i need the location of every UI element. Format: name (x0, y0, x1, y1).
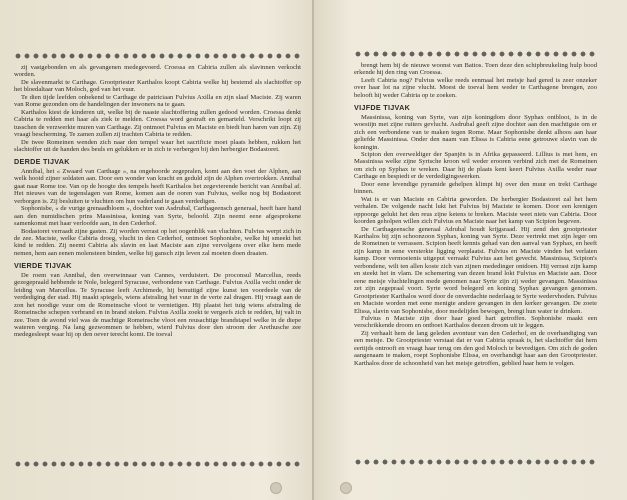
bottom-ornament-border (14, 460, 301, 468)
paragraph: Bodastoret verraadt zijne gasten. Zij worden verrast op het oogenblik van vluchten. Fulvius werpt zich in de zee. Maciste, welke Cabiria droeg, vlucht in den Cederhof, ontmoet Sophonisbe, welke hij smeekt het kind te redden. Zij neemt Cabiria als slavin en laat Maciste aan zijne vervolgens over elke hem mede nemen, hem aan eenen molensteen binden, welke hij gansch zijn leven zal moeten doen draaien. (14, 227, 301, 257)
paragraph: Annibal, het « Zwaard van Carthage », na ongehoorde zegepralen, komt aan den voet der Alphen, aan welk hooid zijner soldaten aan. Door een wonder van kracht en geduld zijn de Alphen overtrokken. Annibal gaat naar Rome toe. Van op de hoogte des tempels heeft Karthalos het zegevierende bericht van Annibal af. Het nieuws van de tegenslagen van Rome, komen aan de ooren van Fulvius, welke nog bij Bodastoret verborgen is. Zij besluiten te vluchten om hun vaderland te gaan verdedigen. (14, 167, 301, 205)
left-page (0, 0, 313, 500)
paragraph: Scipion den overweldiger der Spanjën is in Afrika gepasseerd. Lillius is met hem, en Massinissa welke zijne Syrtsche kroon wil weder erooren verbind zich met de Romeinen om zich op Syphax te wreken. Daar hij de plaats kent keert Fulvius Axilla weder naar Carthage en bespiedt er de verdedigingswerken. (354, 150, 597, 181)
right-page (314, 0, 627, 500)
paragraph: Door eene levendige pyramide gehelpen klimpt hij over den muur en trekt Carthage binnen. (354, 180, 597, 196)
paragraph: Sophonisbe, « de vurige grenaadbloem », dochter van Asdrubal, Carthageensch generaal, heeft hare hand aan den numidischen prins Massinissa, koning van Syrte, beloofd. Zijn neemt eene afgesprokene samenkomst met haar verloofde aan, in den Cederhof. (14, 205, 301, 228)
bottom-ornament-border (354, 458, 597, 466)
paragraph: De roem van Annibal, den overwinnaar van Cannes, verduistert. De proconsul Marcellus, reeds gezegepraald hebbende te Nole, belegerd Syracuse, verbondene van Carthage. Fulvius Axilla vecht onder de leiding van Marcellus. Te Syracuse leeft Archimede, hij benuttigd zijne kunst ten voordeele van de verdediging der stad. Hij maakt spiegels, wiens afstraling het vuur in de verte zal dragen. Hij vraagt aan de zon het noodige vuur om de Romeinsche vloot te vernietigen. Hij plaatst het tuig wiens afstraling de Romeinsche schepen verbrand en in brand steken. Fulvius Axilla zoekt te vergeefs zich te redden, hij valt in zee. Toen de avond viel was de machtige Romeinsche vloot een reusachtige brandstapel welke in de diepe wateren verging. Na lang gezwommen te hebben, wierd Fulvius door den stroom der Arethusche zee medegesleept waar hij op den oever terecht komt. De toeval (14, 271, 301, 339)
paragraph: Leeft Cabiria nog? Fulvius welke reeds eenmaal het meisje had gered is zeer onzeker over haar lot na zijne vlucht. Moest de toeval hem weder te Carthagene brengen, zoo belooft hij weder Cabiria op te zoeken. (354, 76, 597, 99)
top-ornament-border (14, 52, 301, 60)
binding-hole (340, 482, 352, 494)
section-heading-vijfde: VIJFDE TIJVAK (354, 103, 411, 113)
top-ornament-border (354, 50, 597, 58)
section-heading-vierde: VIERDE TIJVAK (14, 261, 72, 271)
binding-hole (270, 482, 282, 494)
paragraph: Karthalos kiest de kinderen uit, welke bij de naaste slachtoffering zullen gedood worden. Croessa denkt Cabiria te redden met haar als ziek te melden. Croessa word gestraft en gemarteld. Verschrikt loopt zij tusschen de verzwerkte muren van Carthage. Zij ontmoet Fulvius en Maciste en biedt hun haren van zijn. Zij vraagt bescherming. Te zamen zullen zij trachten Cabiria te redden. (14, 108, 301, 139)
right-page-text (354, 62, 597, 367)
left-page-text (14, 64, 301, 339)
paragraph: zij vastgebonden en als gevangenen medegevoerd. Croessa en Cabiria zullen als slavinnen verkocht worden. (14, 64, 301, 79)
paragraph: Te dien tijde leefden onbekend te Carthage de patriciaan Fulvius Axilla en zijn slaaf Maciste. Zij waren van Rome gezonden om de handelingen der inwoners na te gaan. (14, 93, 301, 109)
paragraph: Wat is er van Maciste en Cabiria geworden. De herbergier Bodastoret zal het hem verhalen. De volgende nacht lukt het Fulvius bij Maciste te komen. Door een krenigen oppoorge gelukt het den reus zijne ketens te breken. Maciste weet niets van Cabiria. Door koorden geholpen willen zich Fulvius en Maciste naar het kamp van Scipion begeven. (354, 195, 597, 226)
paragraph: Massinissa, koning van Syrte, van zijn koningdom door Syphax ontbloot, is in de woestijn met zijne ruiters gevlucht. Asdrubal geeft zijne dochter aan den machtigste om er zich een verbondene van te maken tegen Rome. Maar Sophonisbe denkt alhoos aan haar geliefde Massinissa. Onder den naam van Elissa is Cabiria eene getrouwe slavin van de koningin. (354, 113, 597, 151)
paragraph: brengt hem bij de nieuwe woonst van Battos. Toen deze den schipbreukeling hulp bood erkende hij den ring van Croessa. (354, 62, 597, 77)
paragraph: De Carthageensche generaal Adrubal houdt krijgsraad. Hij zend den grootpriester Karthalos bij zijn schoonzoon Syphax, koning van Syrte. Deze vertrekt met zijn leger om de Romeinen te verrassen. Scipion heeft kennis gehad van den aanval van Syphax, en heeft zijn kamp in eene versterkte ligging verplaatst. Fulvius en Maciste vinden het verlaten kamp. Door vermoeienis uitgeput verraakt Fulvius aan het gevecht. Massinissa, Scipion's verbondene, wilt ten allen koste zich van zijnen mededinger ontdoen. Hij verrast zijn kamp en steekt het in vlam. De schemering van dezen brand lokt Fulvius en Maciste aan. Door eene meisje vluchtelingen mede genomen naar Syrte zijn zij weder gevangen. Massinissa zet zijn zegepraal voort. Syrte word belegerd en koning Syphax gevangen genomen. Grootpriester Karthalos word door de onverdachte nederlaag te Syrte wedervhoden. Fulvius en Maciste worden met eene menigte andere gevangen in den kerker gevangen. De zoete Elissa, slavin van Sophonisbe, door medelijden bewogen, brengt hun water te drinken. (354, 225, 597, 315)
paragraph: De slavenmarkt te Carthage. Grootpriester Karthalos koopt Cabiria welke hij bestemd als slachtoffer op het bloedaltaar van Moloch, god van het vuur. (14, 78, 301, 94)
paragraph: De twee Romeinen wenden zich naar den tempel waar het sacrificie moet plaats hebben, rukken het slachtoffer uit de handen des beuls en gelukken er in zich te verbergen bij den herbergier Bodastoret. (14, 138, 301, 153)
section-heading-derde: DERDE TIJVAK (14, 157, 70, 167)
paragraph: Fulvius n Maciste zijn door haar goed hart getroffen. Sophonisbe maakt een verschrikkende droom en ontboet Karthalos deezen droom uit te leggen. (354, 314, 597, 330)
paragraph: Zij verhaalt hem de lang geleden avontuur van den Cederhof, en de overhandiging van een meisje. De Grootpriester verstaat dat er van Cabiria spraak is, het slachtoffer dat hem eertijds ontrooft en vraagt haar terug om den god Moloch te bevredigen. Om zich de goden aangenaam te maken, roept Sophonisbe Elissa, en overhandigt haar aan den Grootpriester. Karthalos door de schoonheid van het meisje getroffen, geblied haar hem te volgen. (354, 329, 597, 367)
